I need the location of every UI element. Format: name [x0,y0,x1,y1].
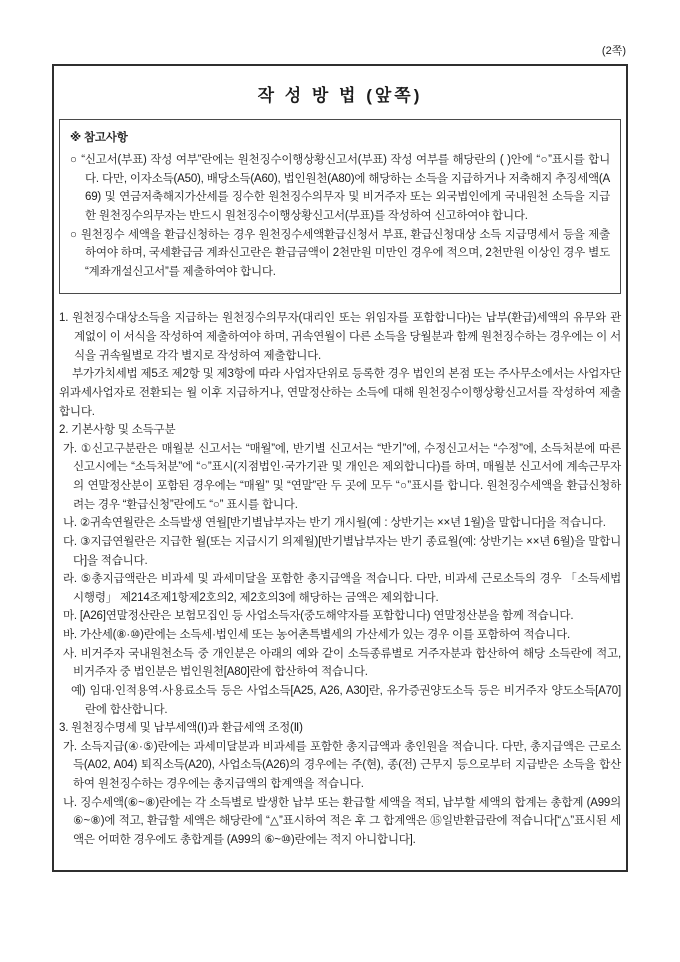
item-1: 1. 원천징수대상소득을 지급하는 원천징수의무자(대리인 또는 위임자를 포함합니다)는 납부(환급)세액의 유무와 관계없이 이 서식을 작성하여 제출하여야 하며, 귀속연월이 다른 소득을 당월분과 함께 원천징수하는 경우에는 이 서식을 귀속월별로 각각 별지로 작성하여 제출합니다. [59,312,621,362]
item-2-ma: 마. [A26]연말정산란은 보험모집인 등 사업소득자(중도해약자를 포함합니다) 연말정산분을 함께 적습니다. [63,610,574,623]
item-2-sa: 사. 비거주자 국내원천소득 중 개인분은 아래의 예와 같이 소득종류별로 거주자분과 합산하여 해당 소득란에 적고, 비거주자 중 법인분은 법인원천[A80]란에 합산하여 적습니다. [63,647,621,679]
circle-bullet-marker: ○ [70,154,78,166]
section-2-heading: 2. 기본사항 및 소득구분 [59,424,176,437]
notice-bullet-report-supplement [70,151,610,226]
notice-heading: ※ 참고사항 [70,132,128,144]
item-2-sa-example: 예) 임대·인적용역·사용료소득 등은 사업소득[A25, A26, A30]란, 유가증권양도소득 등은 비거주자 양도소득[A70]란에 합산합니다. [71,684,621,716]
instructions-sheet [52,64,628,872]
instructions-body [59,309,621,849]
notice-box [59,119,621,294]
item-2-ra: 라. ⑤총지급액란은 비과세 및 과세미달을 포함한 총지급액을 적습니다. 다만, 비과세 근로소득의 경우 「소득세법 시행령」 제214조제1항제2호의2, 제2호의3에 해당하는 금액은 제외합니다. [63,573,621,604]
page-number-label: (2쪽) [601,45,626,57]
item-2-da: 다. ③지급연월란은 지급한 월(또는 지급시기 의제월)[반기별납부자는 반기 종료월(예: 상반기는 ××년 6월)을 말합니다]을 적습니다. [63,535,621,567]
item-3-na: 나. 징수세액(⑥~⑧)란에는 각 소득별로 발생한 납부 또는 환급할 세액을 적되, 납부할 세액의 합계는 총합계 (A99의 ⑥~⑧)에 적고, 환급할 세액은 해당란에 “△”표시하여 적은 후 그 합계액은 ⑮일반환급란에 적습니다[“△”표시된 세액은 어떠한 경우에도 총합계를 (A99의 ⑥~⑩)란에는 적지 아니합니다]. [63,796,621,846]
notice-bullet-refund-request [70,226,610,282]
item-2-na: 나. ②귀속연월란은 소득발생 연월[반기별납부자는 반기 개시월(예 : 상반기는 ××년 1월)을 말합니다]을 적습니다. [63,517,606,530]
item-2-ga: 가. ①신고구분란은 매월분 신고서는 “매월”에, 반기별 신고서는 “반기”에, 수정신고서는 “수정”에, 소득처분에 따른 신고시에는 “소득처분”에 “○”표시(지점법인·국가기관 및 개인은 제외합니다)를 하며, 매월분 신고서에 계속근무자의 연말정산분이 포함된 경우에는 “매월” 및 “연말”란 두 곳에 모두 “○”표시를 합니다. 원천징수세액을 환급신청하려는 경우 “환급신청”란에도 “○” 표시를 합니다. [63,442,621,511]
notice-bullet-text: 원천징수 세액을 환급신청하는 경우 원천징수세액환급신청서 부표, 환급신청대상 소득 지급명세서 등을 제출하여야 하며, 국세환급금 계좌신고란은 환급금액이 2천만원 미만인 경우에 적으며, 2천만원 이상인 경우 별도 “계좌개설신고서”를 제출하여야 합니다. [80,228,610,278]
item-2-ba: 바. 가산세(⑧·⑩)란에는 소득세·법인세 또는 농어촌특별세의 가산세가 있는 경우 이를 포함하여 적습니다. [63,629,571,641]
item-3-ga: 가. 소득지급(④·⑤)란에는 과세미달분과 비과세를 포함한 총지급액과 총인원을 적습니다. 다만, 총지급액은 근로소득(A02, A04) 퇴직소득(A20), 사업소득(A26)의 경우에는 주(현), 종(전) 근무지 등으로부터 지급받은 소득을 합산하여 원천징수하는 경우에는 총지급액의 합계액을 적습니다. [63,740,621,790]
item-1-continued: 부가가치세법 제5조 제2항 및 제3항에 따라 사업자단위로 등록한 경우 법인의 본점 또는 주사무소에서는 사업자단위과세사업자로 전환되는 월 이후 지급하거나, 연말정산하는 소득에 대해 원천징수이행상황신고서를 작성하여 제출합니다. [59,368,621,418]
section-3-heading: 3. 원천징수명세 및 납부세액(Ⅰ)과 환급세액 조정(Ⅱ) [59,722,303,735]
circle-bullet-marker: ○ [70,228,78,241]
page-title: 작 성 방 법 (앞쪽) [257,86,423,105]
notice-bullet-text: “신고서(부표) 작성 여부”란에는 원천징수이행상황신고서(부표) 작성 여부를 해당란의 ( )안에 “○”표시를 합니다. 다만, 이자소득(A50), 배당소득(A60), 법인원천(A80)에 해당하는 소득을 지급하거나 저축해지 추징세액(A69) 및 연금저축해지가산세를 징수한 원천징수의무자 및 비거주자 또는 외국법인에게 국내원천 소득을 지급한 원천징수의무자는 반드시 원천징수이행상황신고서(부표)를 작성하여 신고하여야 합니다. [81,154,611,222]
